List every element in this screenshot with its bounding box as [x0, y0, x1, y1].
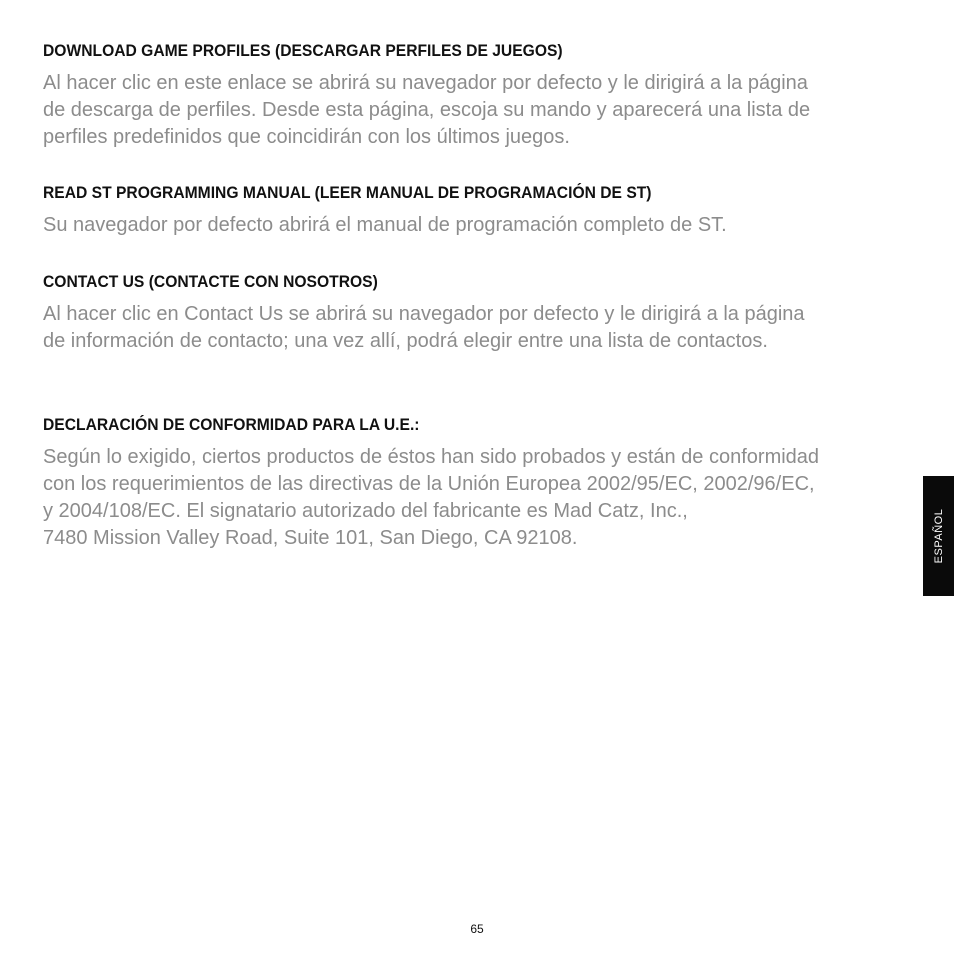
- section-read-st-programming-manual: [43, 182, 923, 239]
- body-line: de descarga de perfiles. Desde esta página, escoja su mando y aparecerá una lista de: [43, 99, 811, 121]
- section-heading: DOWNLOAD GAME PROFILES (DESCARGAR PERFILES DE JUEGOS): [43, 41, 563, 60]
- body-line: perfiles predefinidos que coincidirán con los últimos juegos.: [43, 126, 570, 148]
- section-body: [43, 301, 923, 355]
- section-heading: CONTACT US (CONTACTE CON NOSOTROS): [43, 272, 378, 291]
- language-tab-label: ESPAÑOL: [932, 508, 945, 564]
- body-line: Su navegador por defecto abrirá el manual de programación completo de ST.: [43, 214, 727, 236]
- section-contact-us: [43, 271, 923, 355]
- body-line: y 2004/108/EC. El signatario autorizado del fabricante es Mad Catz, Inc.,: [43, 500, 688, 522]
- section-body: [43, 444, 923, 552]
- body-line: Según lo exigido, ciertos productos de éstos han sido probados y están de conformidad: [43, 446, 820, 468]
- section-body: [43, 70, 923, 151]
- body-line: Al hacer clic en Contact Us se abrirá su navegador por defecto y le dirigirá a la página: [43, 303, 805, 325]
- body-line: 7480 Mission Valley Road, Suite 101, San Diego, CA 92108.: [43, 527, 578, 549]
- section-body: [43, 212, 923, 239]
- language-tab: [923, 476, 954, 596]
- body-line: Al hacer clic en este enlace se abrirá su navegador por defecto y le dirigirá a la página: [43, 72, 808, 94]
- section-heading: DECLARACIÓN DE CONFORMIDAD PARA LA U.E.:: [43, 415, 420, 434]
- body-line: con los requerimientos de las directivas de la Unión Europea 2002/95/EC, 2002/96/EC,: [43, 473, 815, 495]
- section-eu-declaration: [43, 414, 923, 552]
- section-heading: READ ST PROGRAMMING MANUAL (LEER MANUAL DE PROGRAMACIÓN DE ST): [43, 183, 652, 202]
- section-download-game-profiles: [43, 40, 923, 151]
- page-number: 65: [470, 922, 484, 936]
- body-line: de información de contacto; una vez allí, podrá elegir entre una lista de contactos.: [43, 330, 768, 352]
